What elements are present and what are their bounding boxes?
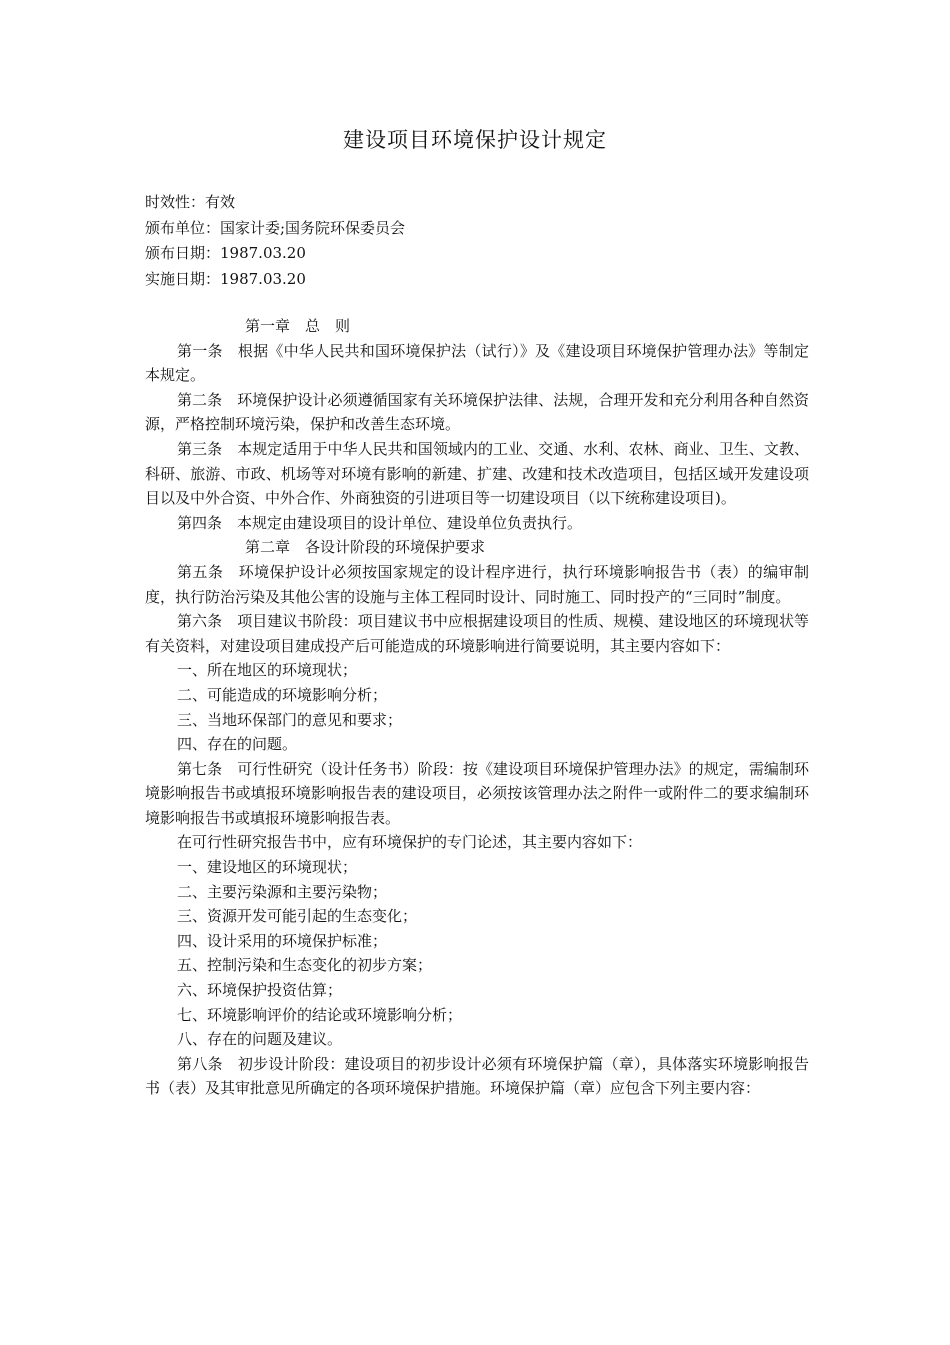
article-paragraph: 在可行性研究报告书中，应有环境保护的专门论述，其主要内容如下： (177, 833, 643, 852)
article-paragraph: 第五条 环境保护设计必须按国家规定的设计程序进行，执行环境影响报告书（表）的编审制度，执行防治污染及其他公害的设施与主体工程同时设计、同时施工、同时投产的“三同时”制度。 (145, 562, 809, 606)
list-item: 三、资源开发可能引起的生态变化； (177, 907, 418, 926)
meta-validity: 时效性：有效 (145, 193, 236, 211)
list-item: 二、主要污染源和主要污染物； (177, 882, 388, 901)
chapter-heading: 第一章 总 则 (245, 317, 351, 335)
list-item: 三、当地环保部门的意见和要求； (177, 710, 403, 729)
document-body (145, 314, 809, 1101)
meta-effective-date: 实施日期：1987.03.20 (145, 269, 306, 288)
meta-issuing-authority: 颁布单位：国家计委;国务院环保委员会 (145, 218, 406, 237)
article-paragraph: 第六条 项目建议书阶段：项目建议书中应根据建设项目的性质、规模、建设地区的环境现状等有关资料，对建设项目建成投产后可能造成的环境影响进行简要说明，其主要内容如下： (145, 612, 809, 655)
article-paragraph: 第三条 本规定适用于中华人民共和国领域内的工业、交通、水利、农林、商业、卫生、文教、科研、旅游、市政、机场等对环境有影响的新建、扩建、改建和技术改造项目，包括区域开发建设项目以及中外合资、中外合作、外商独资的引进项目等一切建设项目（以下统称建设项目)。 (145, 439, 809, 508)
document-meta (145, 190, 825, 292)
chapter-heading: 第二章 各设计阶段的环境保护要求 (245, 538, 486, 557)
meta-issue-date: 颁布日期：1987.03.20 (145, 244, 306, 262)
document-title: 建设项目环境保护设计规定 (343, 128, 607, 152)
list-item: 一、建设地区的环境现状； (177, 858, 358, 877)
article-paragraph: 第七条 可行性研究（设计任务书）阶段：按《建设项目环境保护管理办法》的规定，需编制环境影响报告书或填报环境影响报告表的建设项目，必须按该管理办法之附件一或附件二的要求编制环境影响报告书或填报环境影响报告表。 (145, 759, 809, 827)
list-item: 二、可能造成的环境影响分析； (177, 685, 388, 704)
list-item: 六、环境保护投资估算； (177, 981, 343, 1000)
list-item: 七、环境影响评价的结论或环境影响分析； (177, 1005, 463, 1024)
list-item: 五、控制污染和生态变化的初步方案； (177, 956, 433, 975)
article-paragraph: 第二条 环境保护设计必须遵循国家有关环境保护法律、法规，合理开发和充分利用各种自然资源，严格控制环境污染，保护和改善生态环境。 (145, 390, 809, 434)
list-item: 八、存在的问题及建议。 (177, 1030, 343, 1049)
article-paragraph: 第八条 初步设计阶段：建设项目的初步设计必须有环境保护篇（章），具体落实环境影响报告书（表）及其审批意见所确定的各项环境保护措施。环境保护篇（章）应包含下列主要内容： (145, 1054, 809, 1098)
list-item: 一、所在地区的环境现状； (177, 661, 358, 680)
list-item: 四、设计采用的环境保护标准； (177, 931, 388, 950)
list-item: 四、存在的问题。 (177, 735, 298, 754)
article-paragraph: 第四条 本规定由建设项目的设计单位、建设单位负责执行。 (177, 513, 583, 532)
article-paragraph: 第一条 根据《中华人民共和国环境保护法（试行）》及《建设项目环境保护管理办法》等制定本规定。 (145, 341, 809, 385)
